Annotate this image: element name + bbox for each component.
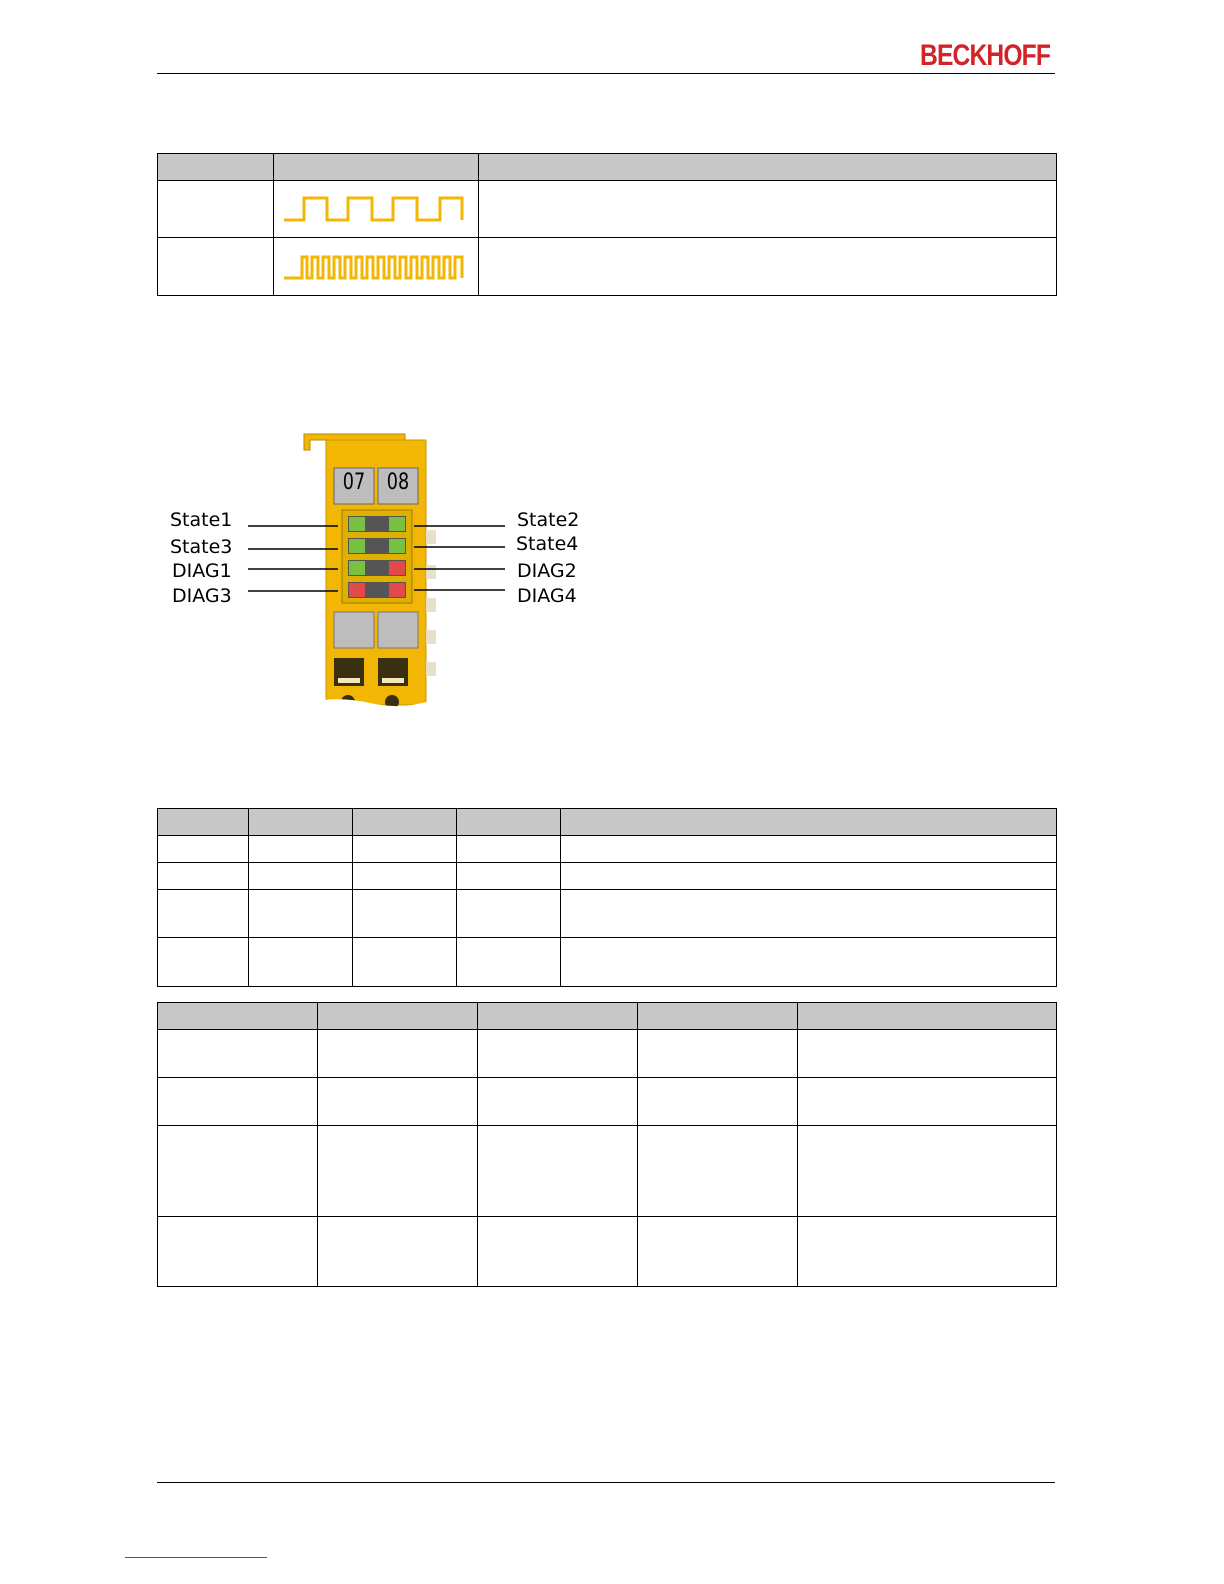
table-cell bbox=[158, 863, 249, 890]
table-cell bbox=[798, 1030, 1057, 1078]
table-cell bbox=[638, 1030, 798, 1078]
table-cell bbox=[318, 1217, 478, 1287]
table-row bbox=[158, 1030, 1057, 1078]
header-cell bbox=[353, 809, 457, 836]
header-cell bbox=[638, 1003, 798, 1030]
table-header-row bbox=[158, 809, 1057, 836]
table-cell bbox=[798, 1078, 1057, 1126]
address-label-right: 08 bbox=[386, 470, 410, 495]
header-cell bbox=[158, 1003, 318, 1030]
led-state-table bbox=[157, 808, 1057, 987]
table-cell bbox=[353, 863, 457, 890]
fast-blink-waveform-icon bbox=[280, 245, 470, 285]
table-cell bbox=[353, 890, 457, 938]
table-cell bbox=[249, 938, 353, 987]
address-label-left: 07 bbox=[342, 470, 366, 495]
table-row bbox=[158, 1126, 1057, 1217]
table-row bbox=[158, 181, 1057, 238]
table-cell bbox=[478, 1030, 638, 1078]
table-cell bbox=[158, 938, 249, 987]
table-row bbox=[158, 238, 1057, 296]
table-cell bbox=[561, 863, 1057, 890]
blink-signal-cell bbox=[274, 181, 479, 238]
table-cell bbox=[478, 1217, 638, 1287]
table-cell bbox=[353, 938, 457, 987]
table-cell bbox=[158, 1126, 318, 1217]
table-cell bbox=[478, 1126, 638, 1217]
table-header-row bbox=[158, 1003, 1057, 1030]
callout-state1: State1 bbox=[170, 509, 233, 531]
callout-diag3: DIAG3 bbox=[172, 585, 232, 607]
callout-state3: State3 bbox=[170, 536, 233, 558]
blink-name-cell bbox=[158, 181, 274, 238]
callout-diag4: DIAG4 bbox=[517, 585, 577, 607]
table-cell bbox=[158, 890, 249, 938]
callout-state2: State2 bbox=[517, 509, 580, 531]
blink-name-cell bbox=[158, 238, 274, 296]
table-cell bbox=[318, 1126, 478, 1217]
callout-diag2: DIAG2 bbox=[517, 560, 577, 582]
header-cell bbox=[318, 1003, 478, 1030]
blink-signal-cell bbox=[274, 238, 479, 296]
led-row-state3-state4 bbox=[348, 538, 406, 554]
table-cell bbox=[249, 863, 353, 890]
table-cell bbox=[561, 890, 1057, 938]
table-row bbox=[158, 836, 1057, 863]
table-cell bbox=[457, 863, 561, 890]
table-cell bbox=[457, 836, 561, 863]
table-cell bbox=[318, 1030, 478, 1078]
blink-description-cell bbox=[479, 181, 1057, 238]
header-cell bbox=[457, 809, 561, 836]
table-cell bbox=[638, 1217, 798, 1287]
header-cell bbox=[158, 809, 249, 836]
table-row bbox=[158, 863, 1057, 890]
footer-rule bbox=[157, 1482, 1055, 1483]
header-cell bbox=[479, 154, 1057, 181]
header-cell bbox=[158, 154, 274, 181]
header-cell bbox=[478, 1003, 638, 1030]
table-header-row bbox=[158, 154, 1057, 181]
led-row-state1-state2 bbox=[348, 516, 406, 532]
header-cell bbox=[561, 809, 1057, 836]
table-cell bbox=[158, 1078, 318, 1126]
table-cell bbox=[798, 1126, 1057, 1217]
callout-diag1: DIAG1 bbox=[172, 560, 232, 582]
led-row-diag1-diag2 bbox=[348, 560, 406, 576]
table-cell bbox=[561, 938, 1057, 987]
table-cell bbox=[798, 1217, 1057, 1287]
table-cell bbox=[457, 938, 561, 987]
table-row bbox=[158, 1217, 1057, 1287]
footer-link-underline[interactable] bbox=[125, 1557, 267, 1558]
callout-state4: State4 bbox=[516, 533, 579, 555]
table-cell bbox=[638, 1126, 798, 1217]
header-cell bbox=[798, 1003, 1057, 1030]
table-row bbox=[158, 890, 1057, 938]
table-cell bbox=[158, 1030, 318, 1078]
led-row-diag3-diag4 bbox=[348, 582, 406, 598]
table-cell bbox=[457, 890, 561, 938]
table-cell bbox=[638, 1078, 798, 1126]
table-cell bbox=[353, 836, 457, 863]
table-cell bbox=[249, 890, 353, 938]
table-cell bbox=[318, 1078, 478, 1126]
table-row bbox=[158, 1078, 1057, 1126]
table-cell bbox=[249, 836, 353, 863]
table-row bbox=[158, 938, 1057, 987]
blink-code-table bbox=[157, 153, 1057, 296]
table-cell bbox=[158, 836, 249, 863]
header-rule bbox=[157, 73, 1055, 74]
header-cell bbox=[249, 809, 353, 836]
led-diag-table bbox=[157, 1002, 1057, 1287]
slow-blink-waveform-icon bbox=[280, 188, 470, 228]
table-cell bbox=[158, 1217, 318, 1287]
table-cell bbox=[478, 1078, 638, 1126]
table-cell bbox=[561, 836, 1057, 863]
beckhoff-logo: BECKHOFF bbox=[920, 39, 1051, 72]
header-cell bbox=[274, 154, 479, 181]
blink-description-cell bbox=[479, 238, 1057, 296]
